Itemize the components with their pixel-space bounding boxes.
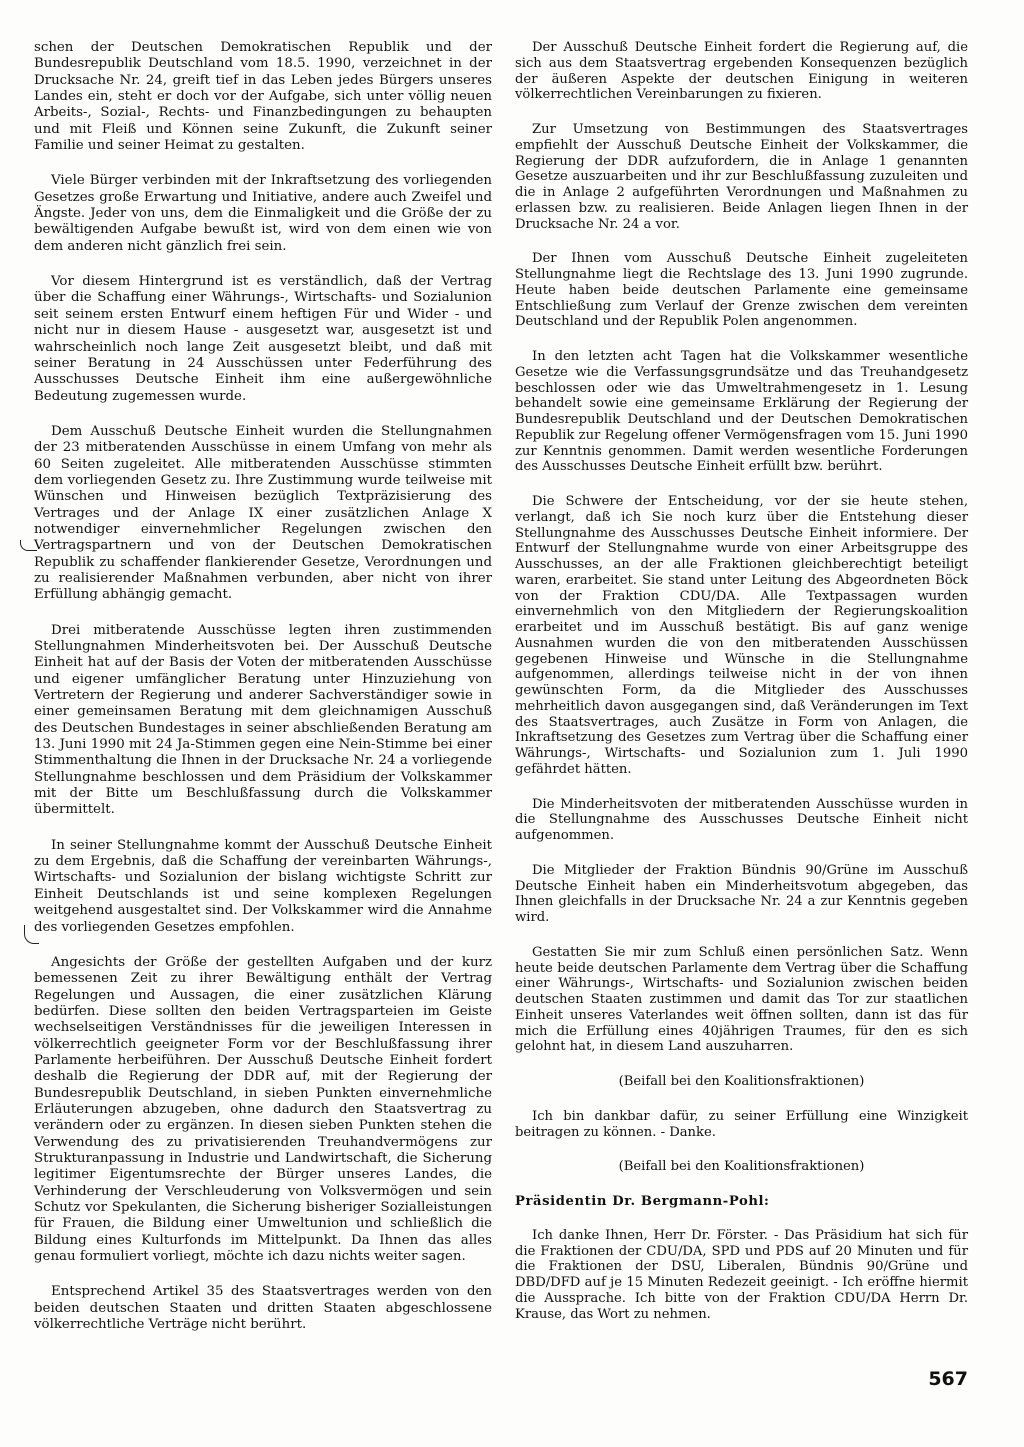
speaker-heading: Präsidentin Dr. Bergmann-Pohl:	[515, 1194, 770, 1209]
right-column	[515, 40, 968, 1341]
paragraph: In seiner Stellungnahme kommt der Ausschuß Deutsche Einheit zu dem Ergebnis, daß die Schaffung der vereinbarten Währungs-, Wirtschafts- und Sozialunion der bislang wichtigste Schritt zur Einheit Deutschlands ist und seine komplexen Regelungen weitgehend ausgestaltet sind. Der Volkskammer wird die Annahme des vorliegenden Gesetzes empfohlen.	[34, 837, 492, 935]
page-number: 567	[928, 1368, 968, 1390]
paragraph: Ich bin dankbar dafür, zu seiner Erfüllung eine Winzigkeit beitragen zu können. - Danke.	[515, 1108, 968, 1140]
paragraph: Vor diesem Hintergrund ist es verständlich, daß der Vertrag über die Schaffung einer Währungs-, Wirtschafts- und Sozialunion seit seinem ersten Entwurf einem heftigen Für und Wider - und nicht nur in diesem Hause - ausgesetzt war, ausgesetzt ist und wahrscheinlich noch lange Zeit ausgesetzt bleibt, und daß mit seiner Beratung in 24 Ausschüssen unter Federführung des Ausschusses Deutsche Einheit ihm eine außergewöhnliche Bedeutung zugemessen wurde.	[34, 274, 492, 404]
paragraph: Viele Bürger verbinden mit der Inkraftsetzung des vorliegenden Gesetzes große Erwartung und Initiative, andere auch Zweifel und Ängste. Jeder von uns, dem die Einmaligkeit und die Größe der zu bewältigenden Aufgabe bewußt ist, wird von dem einen wie von dem anderen nicht gänzlich frei sein.	[34, 173, 492, 254]
paragraph: Angesichts der Größe der gestellten Aufgaben und der kurz bemessenen Zeit zu ihrer Bewältigung enthält der Vertrag Regelungen und Aussagen, die einer zusätzlichen Klärung bedürfen. Diese sollten den beiden Vertragsparteien im Geiste wechselseitigen Verständnisses für die jeweiligen Interessen in völkerrechtlich geeigneter Form vor der Beschlußfassung ihrer Parlamente herbeiführen. Der Ausschuß Deutsche Einheit fordert deshalb die Regierung der DDR auf, mit der Regierung der Bundesrepublik Deutschland, in sieben Punkten einvernehmliche Erläuterungen abzugeben, ohne dadurch den Staatsvertrag zu verändern oder zu ergänzen. In diesen sieben Punkten stehen die Verwendung des zu privatisierenden Treuhandvermögens zur Strukturanpassung in Industrie und Landwirtschaft, die Sicherung legitimer Eigentumsrechte der Bürger unseres Landes, die Verhinderung der Verschleuderung von Volksvermögen und sein Schutz vor Spekulanten, die Sicherung bisheriger Sozialleistungen für Frauen, die Bildung einer Umweltunion und schließlich die Bildung eines Kulturfonds im Mittelpunkt. Da Ihnen das alles genau formuliert vorliegt, möchte ich dazu nichts weiter sagen.	[34, 954, 492, 1265]
applause-note: (Beifall bei den Koalitionsfraktionen)	[618, 1159, 865, 1175]
paragraph: Der Ausschuß Deutsche Einheit fordert die Regierung auf, die sich aus dem Staatsvertrag ergebenden Konsequenzen bezüglich der äußeren Aspekte der deutschen Einigung in weiteren völkerrechtlichen Vereinbarungen zu fixieren.	[515, 40, 968, 103]
paragraph: Die Mitglieder der Fraktion Bündnis 90/Grüne im Ausschuß Deutsche Einheit haben ein Minderheitsvotum abgegeben, das Ihnen gleichfalls in der Drucksache Nr. 24 a zur Kenntnis gegeben wird.	[515, 862, 968, 925]
margin-mark	[24, 925, 39, 944]
paragraph: Der Ihnen vom Ausschuß Deutsche Einheit zugeleiteten Stellungnahme liegt die Rechtslage des 13. Juni 1990 zugrunde. Heute haben beide deutschen Parlamente eine gemeinsame Entschließung zum Verlauf der Grenze zwischen dem vereinten Deutschland und der Republik Polen angenommen.	[515, 251, 968, 330]
paragraph: Dem Ausschuß Deutsche Einheit wurden die Stellungnahmen der 23 mitberatenden Ausschüsse in einem Umfang von mehr als 60 Seiten zugeleitet. Alle mitberatenden Ausschüsse stimmten dem vorliegenden Gesetz zu. Ihre Zustimmung wurde teilweise mit Wünschen und Hinweisen bezüglich Textpräzisierung des Vertrages und der Anlage IX einer zusätzlichen Anlage X notwendiger einvernehmlicher Regelungen zwischen den Vertragspartnern und von der Deutschen Demokratischen Republik zu schaffender flankierender Gesetze, Verordnungen und zu realisierender Maßnahmen verbunden, aber nicht von ihrer Erfüllung abhängig gemacht.	[34, 423, 492, 603]
left-column	[34, 40, 492, 1352]
paragraph: Ich danke Ihnen, Herr Dr. Förster. - Das Präsidium hat sich für die Fraktionen der CDU/DA, SPD und PDS auf 20 Minuten und für die Fraktionen der DSU, Liberalen, Bündnis 90/Grüne und DBD/DFD auf je 15 Minuten Redezeit geeinigt. - Ich eröffne hiermit die Aussprache. Ich bitte von der Fraktion CDU/DA Herrn Dr. Krause, das Wort zu nehmen.	[515, 1227, 968, 1322]
paragraph: schen der Deutschen Demokratischen Republik und der Bundesrepublik Deutschland vom 18.5. 1990, verzeichnet in der Drucksache Nr. 24, greift tief in das Leben jedes Bürgers unseres Landes ein, steht er doch vor der Aufgabe, sich unter völlig neuen Arbeits-, Sozial-, Rechts- und Finanzbedingungen zu behaupten und mit Fleiß und Können seine Zukunft, die Zukunft seiner Familie und seiner Heimat zu gestalten.	[34, 40, 492, 154]
paragraph: In den letzten acht Tagen hat die Volkskammer wesentliche Gesetze wie die Verfassungsgrundsätze und das Treuhandgesetz beschlossen oder wie das Umweltrahmengesetz in 1. Lesung behandelt sowie eine gemeinsame Erklärung der Regierung der Bundesrepublik Deutschland und der Deutschen Demokratischen Republik zur Regelung offener Vermögensfragen vom 15. Juni 1990 zur Kenntnis genommen. Damit werden wesentliche Forderungen des Ausschusses Deutsche Einheit erfüllt bzw. berührt.	[515, 349, 968, 475]
paragraph: Die Minderheitsvoten der mitberatenden Ausschüsse wurden in die Stellungnahme des Ausschusses Deutsche Einheit nicht aufgenommen.	[515, 796, 968, 843]
paragraph: Entsprechend Artikel 35 des Staatsvertrages werden von den beiden deutschen Staaten und dritten Staaten abgeschlossene völkerrechtliche Verträge nicht berührt.	[34, 1284, 492, 1333]
paragraph: Zur Umsetzung von Bestimmungen des Staatsvertrages empfiehlt der Ausschuß Deutsche Einheit der Volkskammer, die Regierung der DDR aufzufordern, die in Anlage 1 genannten Gesetze auszuarbeiten und ihr zur Beschlußfassung zuzuleiten und die in Anlage 2 aufgeführten Verordnungen und Maßnahmen zu erlassen bzw. zu realisieren. Beide Anlagen liegen Ihnen in der Drucksache Nr. 24 a vor.	[515, 122, 968, 232]
paragraph: Die Schwere der Entscheidung, vor der sie heute stehen, verlangt, daß ich Sie noch kurz über die Entstehung dieser Stellungnahme des Ausschusses Deutsche Einheit informiere. Der Entwurf der Stellungnahme wurde von einer Arbeitsgruppe des Ausschusses, an der alle Fraktionen gleichberechtigt beteiligt waren, erarbeitet. Sie stand unter Leitung des Abgeordneten Böck von der Fraktion CDU/DA. Alle Textpassagen wurden einvernehmlich von den Mitgliedern der Regierungskoalition erarbeitet und im Ausschuß bestätigt. Bis auf ganz wenige Ausnahmen wurden die von den mitberatenden Ausschüssen gegebenen Hinweise und Wünsche in die Stellungnahme aufgenommen, allerdings teilweise nicht in der von ihnen gewünschten Form, da die Mitglieder des Ausschusses mehrheitlich davon ausgegangen sind, daß Veränderungen im Text des Staatsvertrages, auch Zusätze in Form von Anlagen, die Inkraftsetzung des Gesetzes zum Vertrag über die Schaffung einer Währungs-, Wirtschafts- und Sozialunion zum 1. Juli 1990 gefährdet hätten.	[515, 494, 968, 777]
paragraph: Gestatten Sie mir zum Schluß einen persönlichen Satz. Wenn heute beide deutschen Parlamente dem Vertrag über die Schaffung einer Währungs-, Wirtschafts- und Sozialunion zwischen beiden deutschen Staaten zustimmen und damit das Tor zur staatlichen Einheit unseres Vaterlandes weit öffnen sollten, dann ist das für mich die Erfüllung eines 40jährigen Traumes, für den es sich gelohnt hat, in diesem Land auszuharren.	[515, 944, 968, 1055]
paragraph: Drei mitberatende Ausschüsse legten ihren zustimmenden Stellungnahmen Minderheitsvoten bei. Der Ausschuß Deutsche Einheit hat auf der Basis der Voten der mitberatenden Ausschüsse und eigener umfänglicher Beratung unter Hinzuziehung von Vertretern der Regierung und anderer Sachverständiger sowie in einer gemeinsamen Beratung mit dem gleichnamigen Ausschuß des Deutschen Bundestages in seiner abschließenden Beratung am 13. Juni 1990 mit 24 Ja-Stimmen gegen eine Nein-Stimme bei einer Stimmenthaltung die Ihnen in der Drucksache Nr. 24 a vorliegende Stellungnahme beschlossen und dem Präsidium der Volkskammer mit der Bitte um Beschlußfassung durch die Volkskammer übermittelt.	[34, 622, 492, 818]
applause-note: (Beifall bei den Koalitionsfraktionen)	[618, 1074, 865, 1089]
margin-mark	[20, 540, 37, 551]
